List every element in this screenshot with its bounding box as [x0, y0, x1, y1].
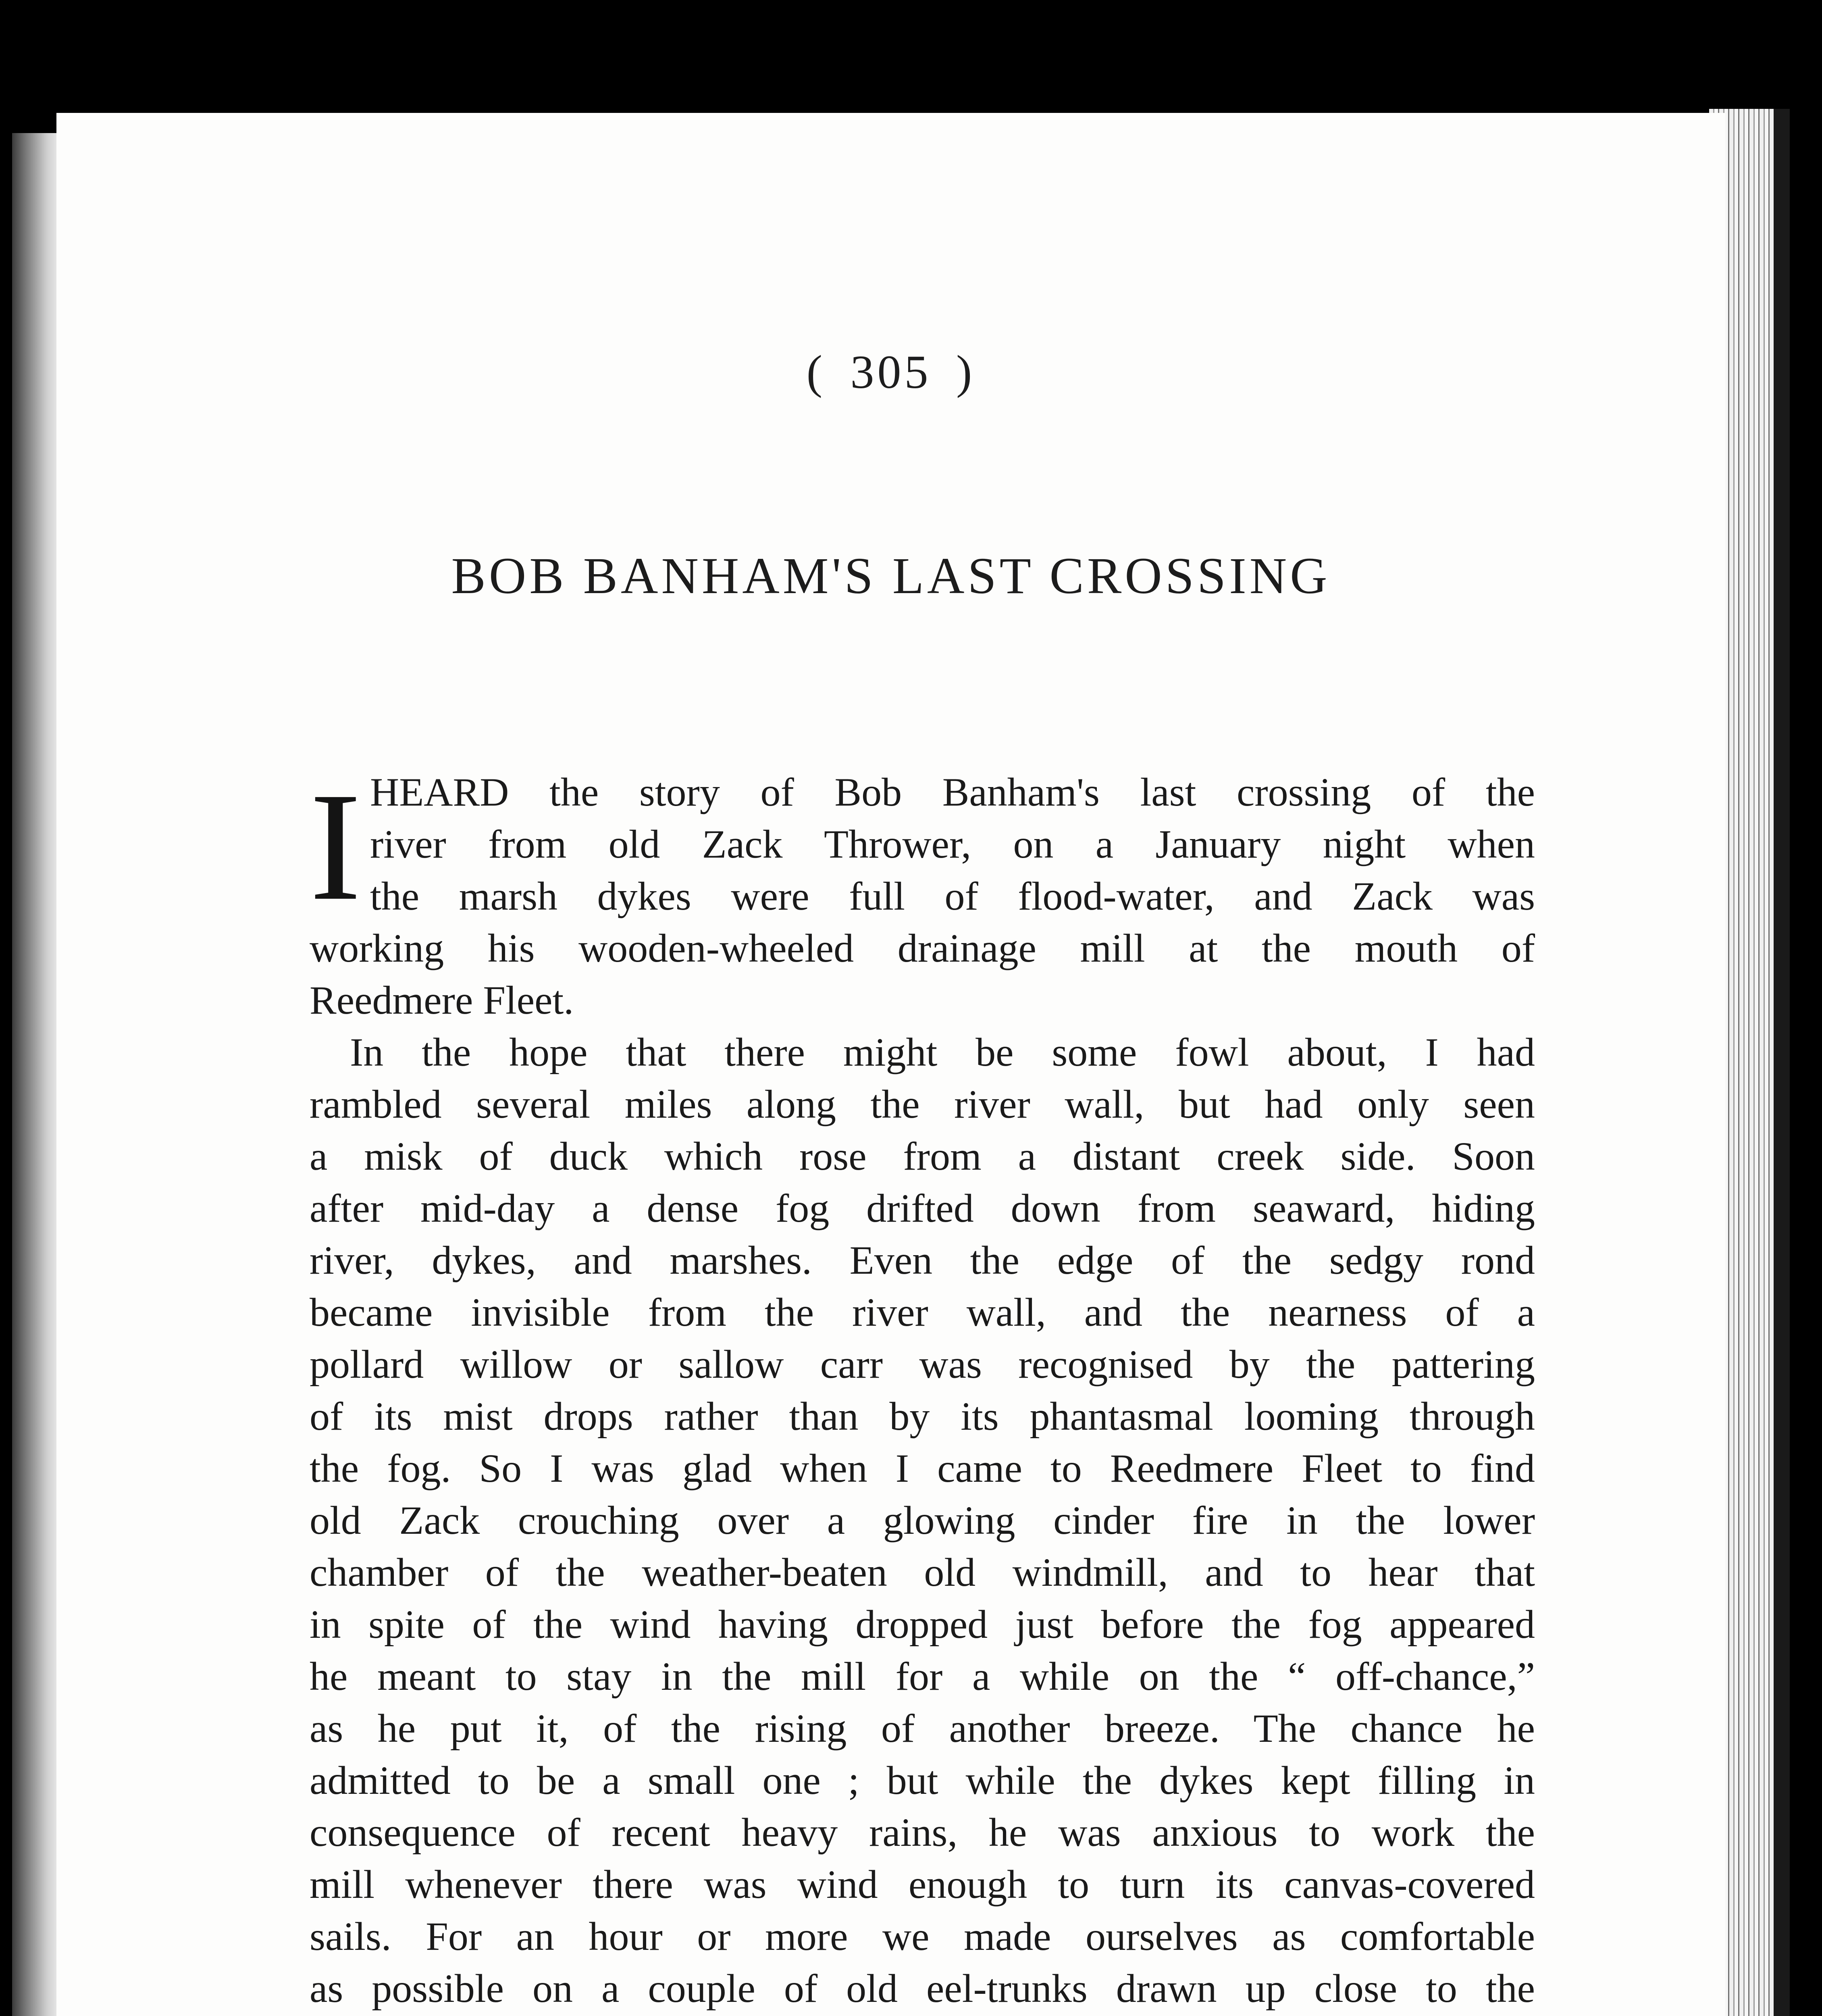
- text-line: became invisible from the river wall, and the nearness of a: [310, 1290, 1535, 1335]
- text-line: the fog. So I was glad when I came to Reedmere Fleet to find: [310, 1446, 1535, 1491]
- text-line: the marsh dykes were full of flood-water, and Zack was: [370, 874, 1535, 918]
- text-line: as possible on a couple of old eel-trunks drawn up close to the: [310, 1966, 1535, 2011]
- drop-cap: I: [310, 761, 362, 933]
- page-number: ( 305 ): [806, 346, 975, 398]
- text-line: old Zack crouching over a glowing cinder fire in the lower: [310, 1498, 1535, 1543]
- text-line: a misk of duck which rose from a distant creek side. Soon: [310, 1134, 1535, 1179]
- text-line: admitted to be a small one ; but while the dykes kept filling in: [310, 1758, 1535, 1803]
- text-line: chamber of the weather-beaten old windmill, and to hear that: [310, 1550, 1535, 1595]
- text-line: in spite of the wind having dropped just before the fog appeared: [310, 1602, 1535, 1647]
- text-line: In the hope that there might be some fowl about, I had: [350, 1030, 1535, 1075]
- text-line: working his wooden-wheeled drainage mill at the mouth of: [310, 926, 1535, 971]
- chapter-title: BOB BANHAM'S LAST CROSSING: [451, 547, 1331, 604]
- book-gutter: [12, 133, 58, 2016]
- text-line: rambled several miles along the river wall, but had only seen: [310, 1082, 1535, 1127]
- text-line: as he put it, of the rising of another breeze. The chance he: [310, 1706, 1535, 1751]
- text-line: he meant to stay in the mill for a while on the “ off-chance,”: [310, 1654, 1535, 1699]
- text-line: pollard willow or sallow carr was recognised by the pattering: [310, 1342, 1535, 1387]
- text-line: [310, 2014, 1535, 2016]
- text-line: consequence of recent heavy rains, he was anxious to work the: [310, 1810, 1535, 1855]
- text-line: river from old Zack Thrower, on a January night when: [370, 822, 1535, 866]
- body-text: [310, 761, 1535, 2016]
- text-line: of its mist drops rather than by its phantasmal looming through: [310, 1394, 1535, 1439]
- book-page: [56, 113, 1725, 2016]
- text-line: HEARD the story of Bob Banham's last crossing of the: [370, 770, 1535, 814]
- text-line: mill whenever there was wind enough to turn its canvas-covered: [310, 1862, 1535, 1907]
- text-line: sails. For an hour or more we made ourselves as comfortable: [310, 1914, 1535, 1959]
- text-line: river, dykes, and marshes. Even the edge of the sedgy rond: [310, 1238, 1535, 1283]
- text-line: Reedmere Fleet.: [310, 978, 574, 1023]
- text-line: after mid-day a dense fog drifted down from seaward, hiding: [310, 1186, 1535, 1231]
